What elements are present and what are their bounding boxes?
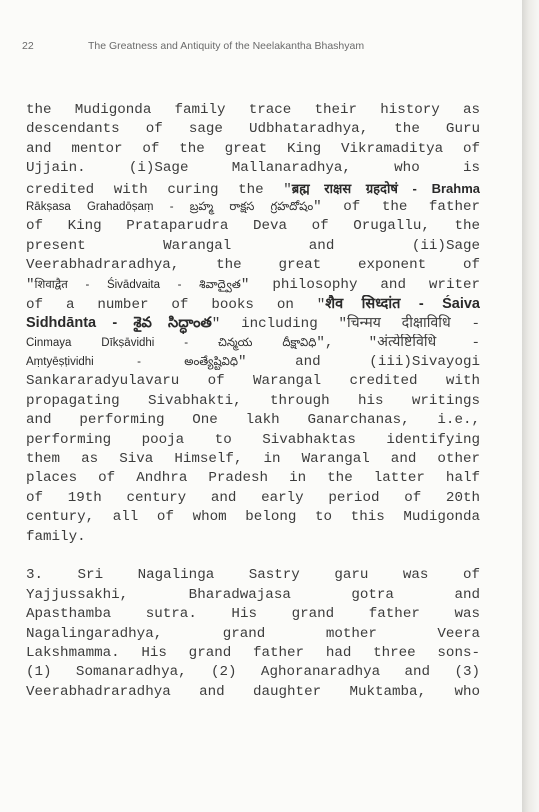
text-run: credited with curing the " — [26, 181, 292, 198]
script-term: शिवाद्वैत - Śivādvaita - శివాద్వైత — [34, 278, 241, 291]
text-line — [26, 179, 480, 198]
script-term: Cinmaya Dīkṣāvidhi - చిన్మయ దీక్షావిధి — [26, 336, 317, 349]
text-line — [26, 353, 480, 372]
text-line: them as Siva Himself, in Warangal and other — [26, 451, 480, 468]
text-run: " — [26, 276, 35, 293]
text-line: of 19th century and early period of 20th — [26, 489, 480, 506]
text-line: the Mudigonda family trace their history as — [26, 102, 480, 118]
page-edge — [522, 0, 539, 812]
text-line: and mentor of the great King Vikramaditya of — [26, 140, 480, 157]
text-line: Sankararadyulavaru of Warangal credited with — [26, 373, 480, 390]
text-line: present Warangal and (ii)Sage — [26, 237, 480, 254]
text-run: ", "अंत्येष्टिविधि - — [316, 334, 480, 351]
script-term: Aṃtyēṣṭividhi - అంత్యేష్టివిధి — [26, 356, 238, 369]
text-line: of King Prataparudra Deva of Orugallu, the — [26, 218, 480, 235]
text-line: family. — [26, 528, 86, 545]
text-run: " including "चिन्मय दीक्षाविधि - — [211, 316, 480, 333]
script-term: Rākṣasa Grahadōṣaṃ - బ్రహ్మ రాక్షస గ్రహదోషం — [26, 200, 314, 213]
text-run: " and (iii)Sivayogi — [237, 354, 480, 371]
running-title: The Greatness and Antiquity of the Neelakantha Bhashyam — [88, 40, 365, 52]
text-line — [26, 314, 480, 333]
text-line: Veerabhadraradhya, the great exponent of — [26, 257, 480, 274]
text-line: Lakshmamma. His grand father had three sons- — [26, 644, 480, 661]
text-line: performing pooja to Sivabhaktas identifying — [26, 431, 480, 448]
running-header — [22, 40, 502, 52]
text-line: Nagalingaradhya, grand mother Veera — [26, 625, 480, 642]
text-line — [26, 295, 480, 314]
text-line: 3. Sri Nagalinga Sastry garu was of — [26, 567, 480, 584]
text-line: Ujjain. (i)Sage Mallanaradhya, who is — [26, 160, 480, 177]
text-line: and performing One lakh Ganarchanas, i.e., — [26, 412, 480, 429]
text-line: Apasthamba sutra. His grand father was — [26, 606, 480, 623]
body-text — [26, 101, 480, 702]
paragraph-gap — [26, 547, 480, 566]
script-term: ब्रह्म राक्षस ग्रहदोषं - Brahma — [291, 180, 480, 196]
text-run: " of the father — [313, 198, 480, 215]
text-line: places of Andhra Pradesh in the latter half — [26, 470, 480, 487]
text-line: propagating Sivabhakti, through his writings — [26, 392, 480, 409]
text-line — [26, 198, 480, 217]
text-line: Veerabhadraradhya and daughter Muktamba, who — [26, 683, 480, 700]
text-line: (1) Somanaradhya, (2) Aghoranaradhya and (3) — [26, 664, 480, 681]
text-line: descendants of sage Udbhataradhya, the Guru — [26, 121, 480, 138]
text-run: of a number of books on " — [26, 296, 326, 313]
text-run: " philosophy and writer — [240, 276, 480, 293]
text-line: century, all of whom belong to this Mudigonda — [26, 509, 480, 526]
page-number: 22 — [22, 40, 34, 52]
script-term: Sidhdānta - శైవ సిద్ధాంత — [26, 315, 212, 332]
script-term: शैव सिध्दांत - Śaiva — [325, 295, 480, 312]
text-line: Yajjussakhi, Bharadwajasa gotra and — [26, 586, 480, 603]
text-line — [26, 334, 480, 353]
text-line — [26, 276, 480, 295]
